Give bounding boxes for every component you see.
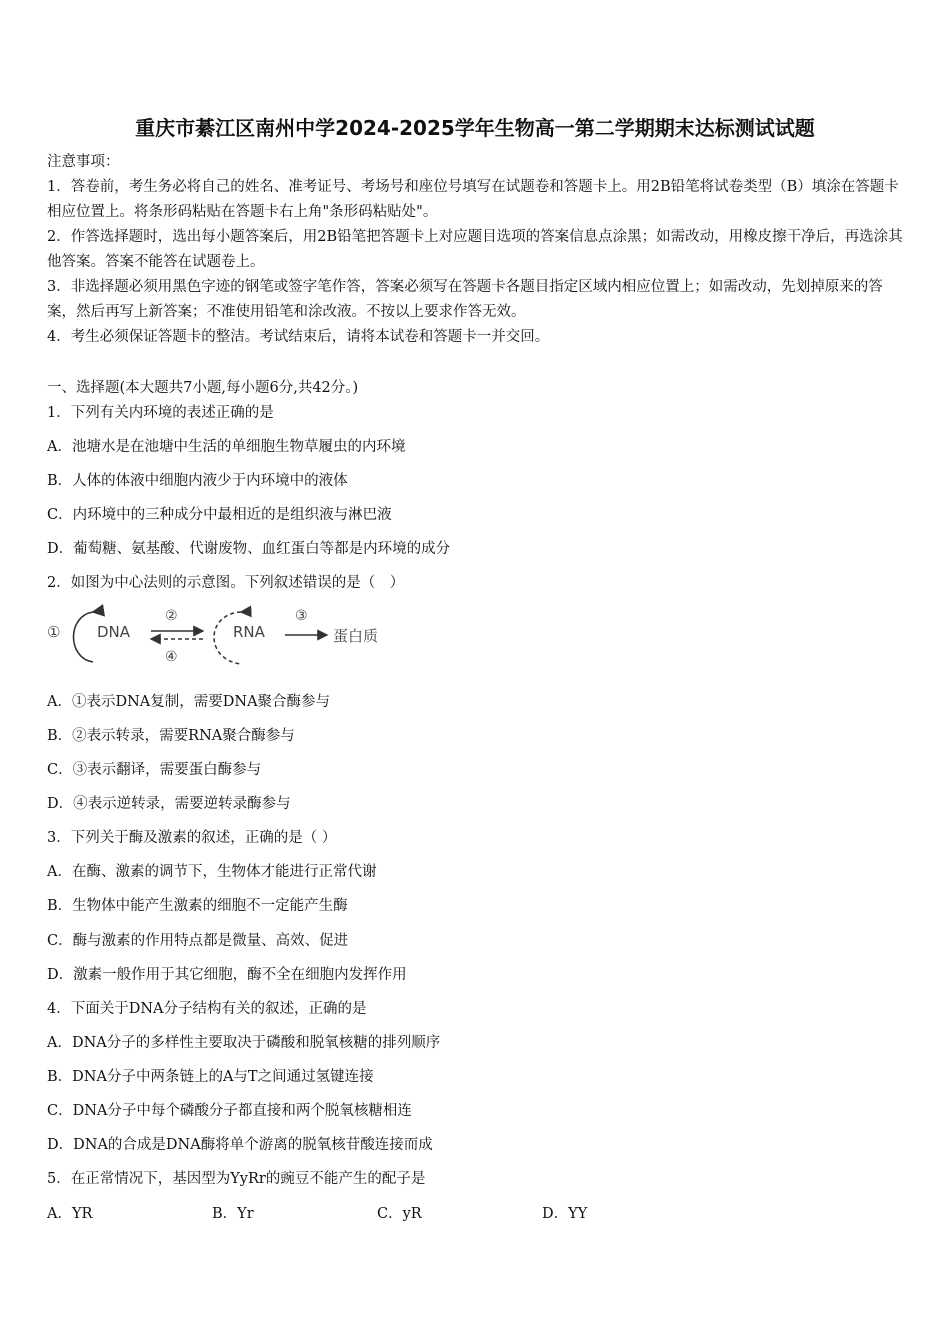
- q1-option-a: A．池塘水是在池塘中生活的单细胞生物草履虫的内环境: [47, 439, 406, 455]
- q1-option-d: D．葡萄糖、氨基酸、代谢废物、血红蛋白等都是内环境的成分: [47, 541, 451, 557]
- notice-heading: 注意事项：: [47, 154, 120, 170]
- diagram-label-4: ④: [165, 649, 178, 665]
- q5-option-c: C．yR: [377, 1206, 422, 1222]
- diagram-rna: RNA: [233, 623, 265, 641]
- q1-stem: 1．下列有关内环境的表述正确的是: [47, 405, 274, 421]
- q3-option-d: D．激素一般作用于其它细胞，酶不全在细胞内发挥作用: [47, 967, 407, 983]
- central-dogma-diagram: [45, 598, 425, 670]
- notice-block: [47, 150, 907, 350]
- q2-option-b: B．②表示转录，需要RNA聚合酶参与: [47, 728, 295, 744]
- q3-option-b: B．生物体中能产生激素的细胞不一定能产生酶: [47, 898, 348, 914]
- q1-option-c: C．内环境中的三种成分中最相近的是组织液与淋巴液: [47, 507, 392, 523]
- q2-option-a: A．①表示DNA复制，需要DNA聚合酶参与: [47, 694, 331, 710]
- q4-option-c: C．DNA分子中每个磷酸分子都直接和两个脱氧核糖相连: [47, 1103, 412, 1119]
- diagram-label-3: ③: [295, 608, 308, 624]
- q5-option-d: D．YY: [542, 1206, 588, 1222]
- q2-stem: 2．如图为中心法则的示意图。下列叙述错误的是（ ）: [47, 575, 405, 591]
- notice-item: 3．非选择题必须用黑色字迹的钢笔或签字笔作答，答案必须写在答题卡各题目指定区域内相应位置上；如需改动，先划掉原来的答案，然后再写上新答案；不准使用铅笔和涂改液。不按以上要求作答无效。: [47, 279, 883, 320]
- q4-option-b: B．DNA分子中两条链上的A与T之间通过氢键连接: [47, 1069, 374, 1085]
- q5-options-row: [47, 1202, 707, 1223]
- q5-option-a: A．YR: [47, 1206, 93, 1222]
- q4-option-d: D．DNA的合成是DNA酶将单个游离的脱氧核苷酸连接而成: [47, 1137, 433, 1153]
- diagram-dna: DNA: [97, 623, 131, 641]
- q3-option-c: C．酶与激素的作用特点都是微量、高效、促进: [47, 933, 349, 949]
- section-heading: 一、选择题(本大题共7小题,每小题6分,共42分。): [47, 380, 359, 396]
- notice-item: 1．答卷前，考生务必将自己的姓名、准考证号、考场号和座位号填写在试题卷和答题卡上。用2B铅笔将试卷类型（B）填涂在答题卡相应位置上。将条形码粘贴在答题卡右上角"条形码粘贴处"。: [47, 179, 899, 220]
- q5-stem: 5．在正常情况下，基因型为YyRr的豌豆不能产生的配子是: [47, 1171, 426, 1187]
- q3-option-a: A．在酶、激素的调节下，生物体才能进行正常代谢: [47, 864, 377, 880]
- q1-option-b: B．人体的体液中细胞内液少于内环境中的液体: [47, 473, 348, 489]
- notice-item: 2．作答选择题时，选出每小题答案后，用2B铅笔把答题卡上对应题目选项的答案信息点涂黑；如需改动，用橡皮擦干净后，再选涂其他答案。答案不能答在试题卷上。: [47, 229, 903, 270]
- q5-option-b: B．Yr: [212, 1206, 254, 1222]
- diagram-label-1: ①: [47, 623, 61, 641]
- notice-item: 4．考生必须保证答题卡的整洁。考试结束后，请将本试卷和答题卡一并交回。: [47, 329, 550, 345]
- q2-option-c: C．③表示翻译，需要蛋白酶参与: [47, 762, 262, 778]
- q4-option-a: A．DNA分子的多样性主要取决于磷酸和脱氧核糖的排列顺序: [47, 1035, 441, 1051]
- q4-stem: 4．下面关于DNA分子结构有关的叙述，正确的是: [47, 1001, 367, 1017]
- diagram-protein: 蛋白质: [333, 627, 379, 645]
- replication-loop-arrow: [74, 612, 94, 662]
- diagram-label-2: ②: [165, 608, 178, 624]
- page-title: 重庆市綦江区南州中学2024-2025学年生物高一第二学期期末达标测试试题: [135, 116, 815, 140]
- q2-option-d: D．④表示逆转录，需要逆转录酶参与: [47, 796, 291, 812]
- q3-stem: 3．下列关于酶及激素的叙述，正确的是（ ）: [47, 830, 337, 846]
